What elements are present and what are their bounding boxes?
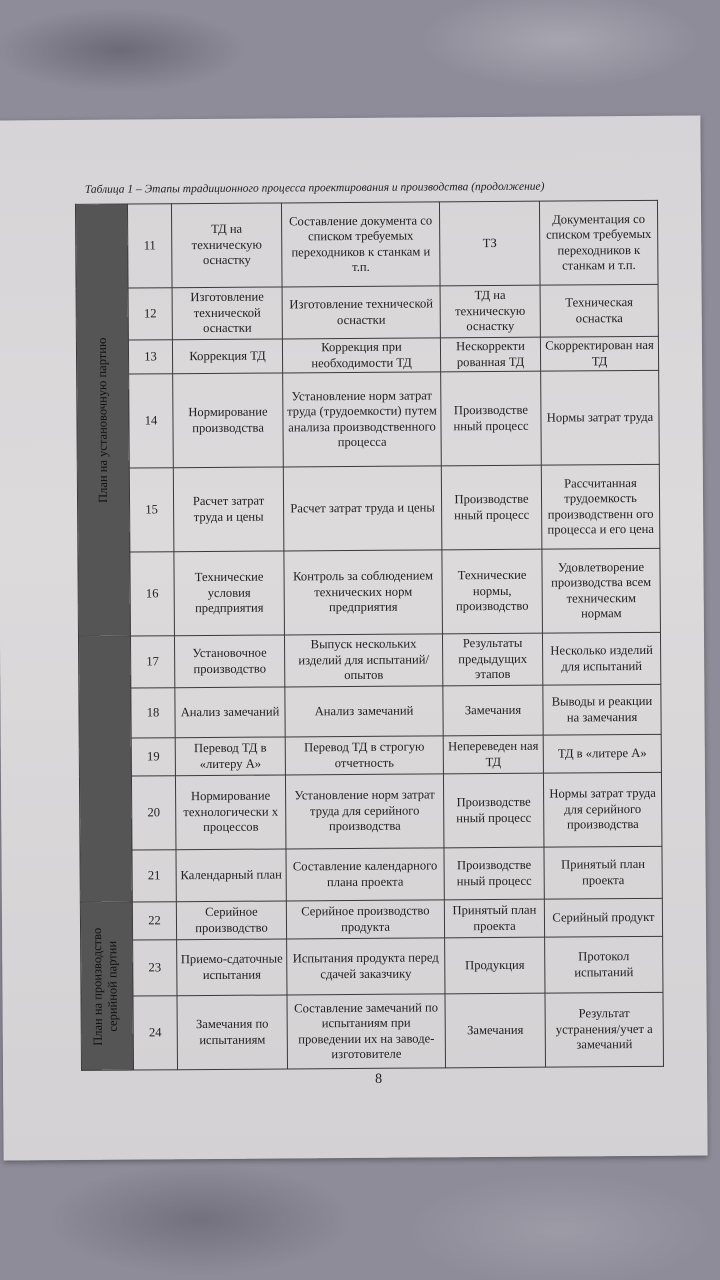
output-cell: ТД в «литере А»: [543, 734, 661, 773]
table-caption: Таблица 1 – Этапы традиционного процесса проектирования и производства (продолжение): [84, 180, 545, 196]
output-cell: Нормы затрат труда: [541, 370, 660, 465]
input-cell: Продукция: [445, 937, 545, 994]
stage-cell: Приемо-сдаточные испытания: [177, 939, 287, 996]
output-cell: Несколько изделий для испытаний: [542, 632, 660, 685]
group-label-serial: План на производство серийной партии: [89, 927, 120, 1046]
stage-cell: Расчет затрат труда и цены: [173, 467, 284, 552]
input-cell: Производстве нный процесс: [441, 465, 542, 550]
input-cell: Технические нормы, производство: [442, 549, 543, 634]
input-cell: Замечания: [445, 993, 546, 1068]
table-row: [79, 772, 662, 850]
input-cell: Производстве нный процесс: [441, 371, 542, 466]
stage-cell: Перевод ТД в «литеру А»: [175, 737, 285, 776]
group-cell-serial: [80, 902, 133, 1070]
row-number: 23: [133, 940, 177, 996]
action-cell: Серийное производство продукта: [286, 900, 444, 939]
row-number: 24: [133, 996, 178, 1070]
stage-cell: Нормирование производства: [173, 373, 284, 468]
row-number: 22: [132, 902, 176, 940]
page-number: 8: [375, 1071, 383, 1087]
row-number: 11: [127, 204, 172, 288]
table-row: [78, 548, 661, 636]
document-page: [0, 116, 708, 1161]
table-row: [77, 370, 660, 468]
input-cell: Нескорректи рованная ТД: [440, 337, 540, 372]
stage-cell: Изготовление технической оснастки: [172, 287, 282, 340]
table-row: [81, 936, 663, 996]
action-cell: Контроль за соблюдением технических норм предприятия: [284, 550, 443, 635]
stage-cell: Замечания по испытаниям: [177, 995, 288, 1070]
stage-cell: Анализ замечаний: [175, 687, 285, 738]
row-number: 14: [129, 374, 174, 468]
action-cell: Составление календарного плана проекта: [286, 848, 444, 901]
output-cell: Принятый план проекта: [544, 846, 662, 899]
action-cell: Анализ замечаний: [285, 686, 443, 737]
stage-cell: Технические условия предприятия: [174, 551, 285, 636]
row-number: 18: [131, 688, 175, 738]
stage-cell: Коррекция ТД: [172, 339, 282, 374]
output-cell: Документация со списком требуемых переходников к станкам и т.п.: [539, 200, 658, 285]
table-row: [75, 200, 658, 288]
action-cell: Испытания продукта перед сдачей заказчику: [287, 938, 445, 995]
output-cell: Протокол испытаний: [545, 936, 663, 993]
output-cell: Выводы и реакции на замечания: [543, 684, 661, 735]
row-number: 15: [129, 468, 174, 552]
row-number: 16: [130, 552, 175, 636]
input-cell: ТЗ: [439, 201, 540, 286]
row-number: 19: [131, 738, 175, 776]
row-number: 12: [128, 288, 172, 340]
input-cell: Принятый план проекта: [444, 899, 544, 938]
table-row: [79, 734, 661, 776]
row-number: 13: [128, 340, 172, 374]
action-cell: Перевод ТД в строгую отчетность: [285, 736, 443, 775]
action-cell: Выпуск нескольких изделий для испытаний/опытов: [284, 634, 442, 687]
row-number: 21: [132, 850, 176, 902]
stage-cell: Серийное производство: [176, 901, 286, 940]
input-cell: Производстве нный процесс: [444, 847, 544, 900]
action-cell: Установление норм затрат труда для серийного производства: [285, 774, 444, 849]
input-cell: Замечания: [443, 685, 543, 736]
action-cell: Составление замечаний по испытаниям при проведении их на заводе-изготовителе: [287, 994, 446, 1069]
table-row: [81, 992, 664, 1070]
table-row: [80, 898, 662, 940]
output-cell: Нормы затрат труда для серийного производства: [543, 772, 662, 847]
action-cell: Составление документа со списком требуемых переходников к станкам и т.п.: [281, 202, 440, 287]
output-cell: Техническая оснастка: [540, 284, 658, 337]
action-cell: Расчет затрат труда и цены: [283, 466, 442, 551]
stage-cell: ТД на техническую оснастку: [171, 203, 282, 288]
table-row: [78, 632, 660, 688]
input-cell: Непереведен ная ТД: [443, 735, 543, 774]
group-cell-installation: [75, 204, 130, 636]
table-row: [76, 336, 658, 374]
row-number: 17: [130, 636, 174, 688]
table-row: [77, 464, 660, 552]
row-number: 20: [131, 776, 176, 850]
action-cell: Изготовление технической оснастки: [282, 286, 440, 339]
table-row: [80, 846, 662, 902]
table-row: [79, 684, 661, 738]
output-cell: Скорректирован ная ТД: [540, 336, 658, 371]
action-cell: Установление норм затрат труда (трудоемкости) путем анализа производственного процесса: [283, 372, 442, 467]
input-cell: Производстве нный процесс: [443, 773, 544, 848]
output-cell: Удовлетворение производства всем техническим нормам: [542, 548, 661, 633]
table-row: [76, 284, 658, 340]
stage-cell: Нормирование технологически х процессов: [175, 775, 286, 850]
output-cell: Рассчитанная трудоемкость производственн ого процесса и его цена: [541, 464, 660, 549]
stages-table: [75, 200, 664, 1071]
stage-cell: Установочное производство: [174, 635, 284, 688]
input-cell: Результаты предыдущих этапов: [442, 633, 542, 686]
output-cell: Результат устранения/учет а замечаний: [545, 992, 664, 1067]
group-cell-blank: [78, 636, 132, 902]
group-label-installation: План на установочную партию: [94, 337, 111, 503]
input-cell: ТД на техническую оснастку: [440, 285, 540, 338]
action-cell: Коррекция при необходимости ТД: [282, 338, 440, 373]
output-cell: Серийный продукт: [544, 898, 662, 937]
stage-cell: Календарный план: [176, 849, 286, 902]
